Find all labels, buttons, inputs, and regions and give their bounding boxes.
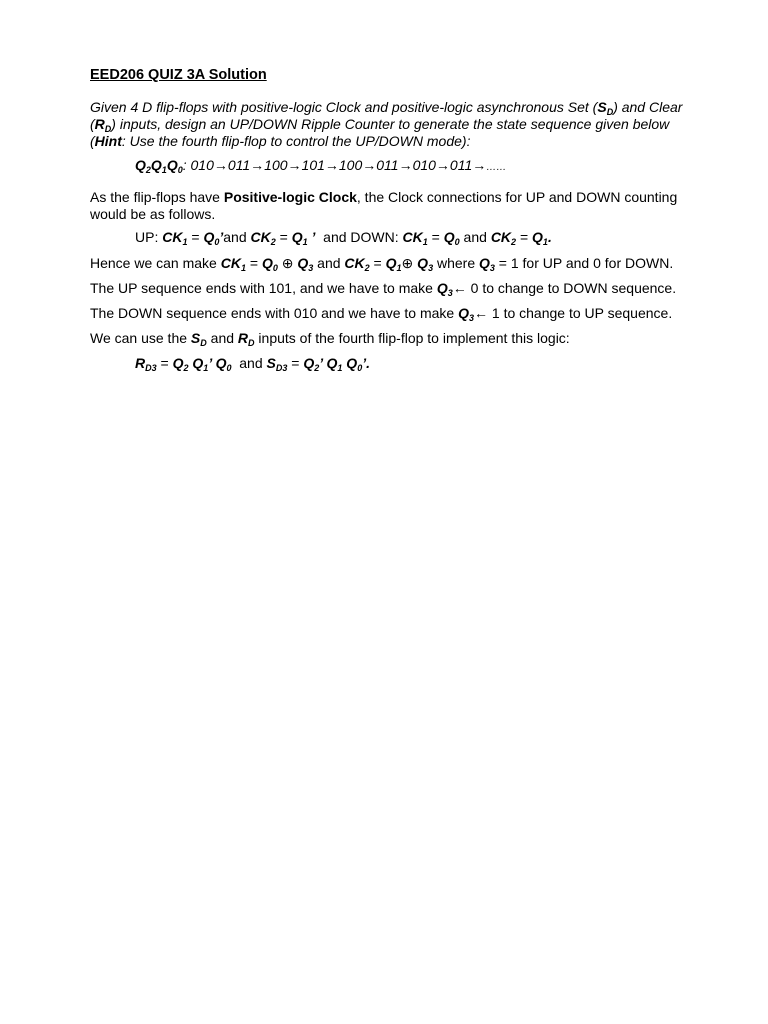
q-symbol: Q: [150, 157, 162, 173]
q-symbol: Q: [188, 355, 204, 371]
q-symbol: Q: [417, 255, 429, 271]
q-symbol: Q: [261, 255, 273, 271]
question-line-3: [90, 133, 470, 150]
text: and: [223, 229, 251, 245]
subscript: 1: [240, 263, 246, 273]
q-symbol: Q: [479, 255, 490, 271]
q-symbol: Q: [458, 305, 469, 321]
q-symbol: Q: [166, 157, 178, 173]
subscript: D: [606, 107, 614, 117]
hint-label: Hint: [94, 133, 122, 149]
paragraph-3: [90, 280, 676, 297]
text: ← 0 to change to DOWN sequence.: [452, 280, 677, 296]
subscript: 3: [447, 288, 453, 298]
reset-symbol: R: [94, 116, 105, 132]
text: ← 1 to change to UP sequence.: [474, 305, 673, 321]
text: (: [90, 116, 95, 132]
text: The DOWN sequence ends with 010 and we have to make: [90, 305, 459, 321]
text: =: [369, 255, 386, 271]
paragraph-1-line-1: [90, 189, 677, 206]
xor-symbol: ⊕: [277, 255, 298, 271]
state-sequence: [135, 157, 506, 176]
set-symbol: S: [190, 330, 201, 346]
text: and: [459, 229, 491, 245]
text: where: [433, 255, 479, 271]
reset-symbol: R: [135, 355, 146, 371]
question-line-1: [90, 99, 682, 116]
subscript: 2: [511, 237, 517, 247]
prime: ’: [307, 229, 316, 245]
subscript: 1: [161, 165, 167, 175]
text: , the Clock connections for UP and DOWN counting: [356, 189, 678, 205]
document-title: EED206 QUIZ 3A Solution: [90, 67, 267, 83]
subscript: 1: [337, 363, 343, 373]
text: = 1 for UP and 0 for DOWN.: [494, 255, 674, 271]
bold-text: Positive-logic Clock: [223, 189, 357, 205]
q-symbol: Q: [532, 229, 543, 245]
subscript: D3: [145, 363, 157, 373]
text: ) inputs, design an UP/DOWN Ripple Counter to generate the state sequence given below: [111, 116, 670, 132]
text: Hence we can make: [90, 255, 221, 271]
ck-symbol: CK: [344, 255, 365, 271]
paragraph-2: [90, 255, 673, 272]
ck-symbol: CK: [220, 255, 241, 271]
q-symbol: Q: [322, 355, 338, 371]
subscript: 0: [226, 363, 232, 373]
q-symbol: Q: [436, 280, 448, 296]
text: We can use the: [90, 330, 191, 346]
text: =: [287, 355, 304, 371]
ck-symbol: CK: [250, 229, 271, 245]
q-symbol: Q: [203, 229, 215, 245]
subscript: 3: [468, 313, 474, 323]
subscript: D: [248, 338, 255, 348]
subscript: 0: [454, 237, 460, 247]
q-symbol: Q: [297, 255, 309, 271]
q-symbol: Q: [135, 157, 146, 173]
q-symbol: Q: [303, 355, 315, 371]
text: =: [516, 229, 533, 245]
text: ) and Clear: [613, 99, 683, 115]
q-symbol: Q: [211, 355, 227, 371]
set-symbol: S: [597, 99, 607, 115]
q-symbol: Q: [342, 355, 358, 371]
ck-symbol: CK: [490, 229, 512, 245]
subscript: 1: [203, 363, 209, 373]
text: =: [275, 229, 292, 245]
subscript: 2: [270, 237, 276, 247]
text: and: [206, 330, 238, 346]
text: As the flip-flops have: [90, 189, 224, 205]
subscript: 1: [396, 263, 402, 273]
subscript: 0: [272, 263, 278, 273]
subscript: 0: [214, 237, 220, 247]
prime: ’: [362, 355, 367, 371]
text: : Use the fourth flip-flop to control the UP/DOWN mode):: [121, 133, 471, 149]
subscript: 2: [145, 165, 151, 175]
paragraph-5: [90, 330, 570, 347]
text: =: [156, 355, 173, 371]
q-symbol: Q: [443, 229, 455, 245]
subscript: 1: [422, 237, 428, 247]
subscript: 1: [182, 237, 188, 247]
subscript: D3: [275, 363, 288, 373]
text: =: [245, 255, 262, 271]
subscript: 2: [364, 263, 370, 273]
q-symbol: Q: [385, 255, 397, 271]
ck-symbol: CK: [402, 229, 423, 245]
subscript: 0: [177, 165, 183, 175]
text: =: [187, 229, 204, 245]
subscript: 2: [314, 363, 320, 373]
subscript: 0: [357, 363, 363, 373]
subscript: 3: [308, 263, 314, 273]
reset-symbol: R: [237, 330, 249, 346]
sequence-text: : 010→011→100→101→100→011→010→011→: [182, 157, 487, 173]
set-reset-equations: [135, 355, 370, 372]
text: Given 4 D flip-flops with positive-logic Clock and positive-logic asynchronous Set (: [90, 99, 598, 115]
subscript: D: [104, 124, 112, 134]
subscript: D: [200, 338, 207, 348]
ck-symbol: CK: [162, 229, 183, 245]
text: and: [313, 255, 345, 271]
prime: ’: [319, 355, 323, 371]
subscript: 1: [542, 237, 548, 247]
set-symbol: S: [266, 355, 276, 371]
ellipsis: ……: [486, 162, 507, 173]
text: (: [90, 133, 95, 149]
text: and DOWN:: [315, 229, 403, 245]
q-symbol: Q: [172, 355, 184, 371]
paragraph-4: [90, 305, 672, 322]
text: .: [547, 229, 552, 245]
subscript: 2: [183, 363, 189, 373]
paragraph-1-line-2: would be as follows.: [90, 206, 216, 222]
text: inputs of the fourth flip-flop to implement this logic:: [254, 330, 570, 346]
question-line-2: [90, 116, 669, 133]
prime: ’: [219, 229, 224, 245]
text: =: [427, 229, 444, 245]
xor-symbol: ⊕: [401, 255, 418, 271]
text: .: [366, 355, 370, 371]
subscript: 1: [302, 237, 308, 247]
subscript: 3: [489, 263, 495, 273]
q-symbol: Q: [291, 229, 303, 245]
text: The UP sequence ends with 101, and we have to make: [90, 280, 437, 296]
prime: ’: [208, 355, 212, 371]
updown-clock-connections: [135, 229, 552, 246]
text: and: [231, 355, 267, 371]
subscript: 3: [428, 263, 434, 273]
text: UP:: [135, 229, 163, 245]
